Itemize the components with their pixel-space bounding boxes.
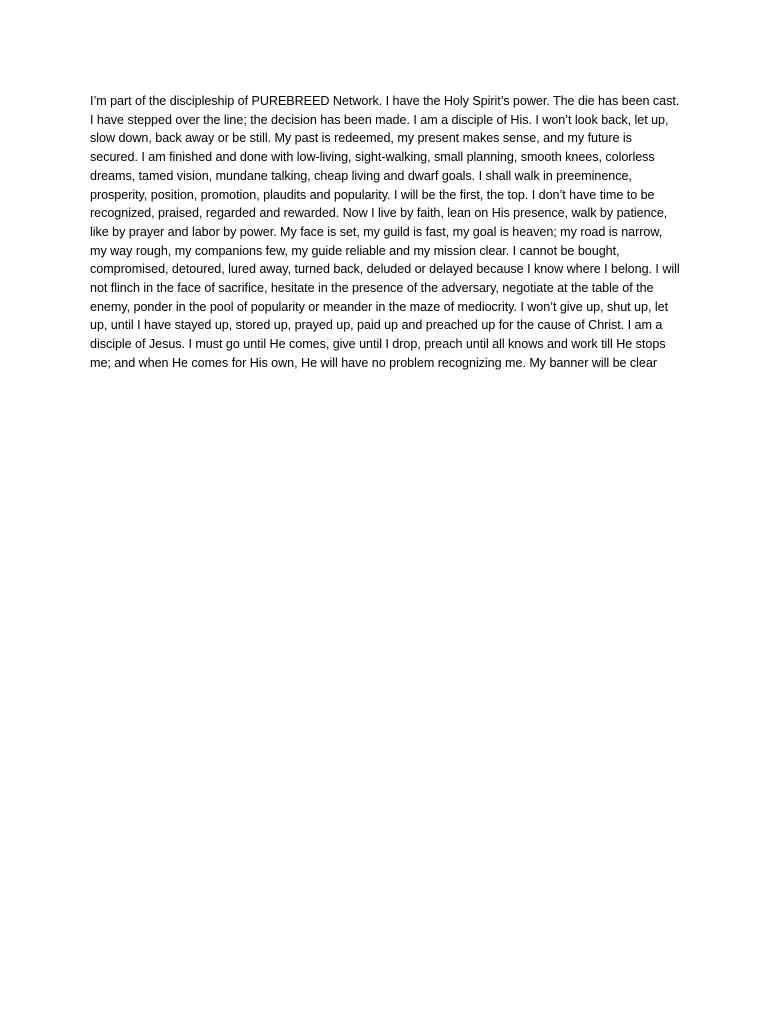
body-paragraph: I’m part of the discipleship of PUREBREED Network. I have the Holy Spirit’s power. The die has been cast. I have stepped over the line; the decision has been made. I am a disciple of His. I won’t look back, let up, slow down, back away or be still. My past is redeemed, my present makes sense, and my future is secured. I am finished and done with low-living, sight-walking, small planning, smooth knees, colorless dreams, tamed vision, mundane talking, cheap living and dwarf goals. I shall walk in preeminence, prosperity, position, promotion, plaudits and popularity. I will be the first, the top. I don’t have time to be recognized, praised, regarded and rewarded. Now I live by faith, lean on His presence, walk by patience, like by prayer and labor by power. My face is set, my guild is fast, my goal is heaven; my road is narrow, my way rough, my companions few, my guide reliable and my mission clear. I cannot be bought, compromised, detoured, lured away, turned back, deluded or delayed because I know where I belong. I will not flinch in the face of sacrifice, hesitate in the presence of the adversary, negotiate at the table of the enemy, ponder in the pool of popularity or meander in the maze of mediocrity. I won’t give up, shut up, let up, until I have stayed up, stored up, prayed up, paid up and preached up for the cause of Christ. I am a disciple of Jesus. I must go until He comes, give until I drop, preach until all knows and work till He stops me; and when He comes for His own, He will have no problem recognizing me. My banner will be clear (90, 94, 680, 370)
